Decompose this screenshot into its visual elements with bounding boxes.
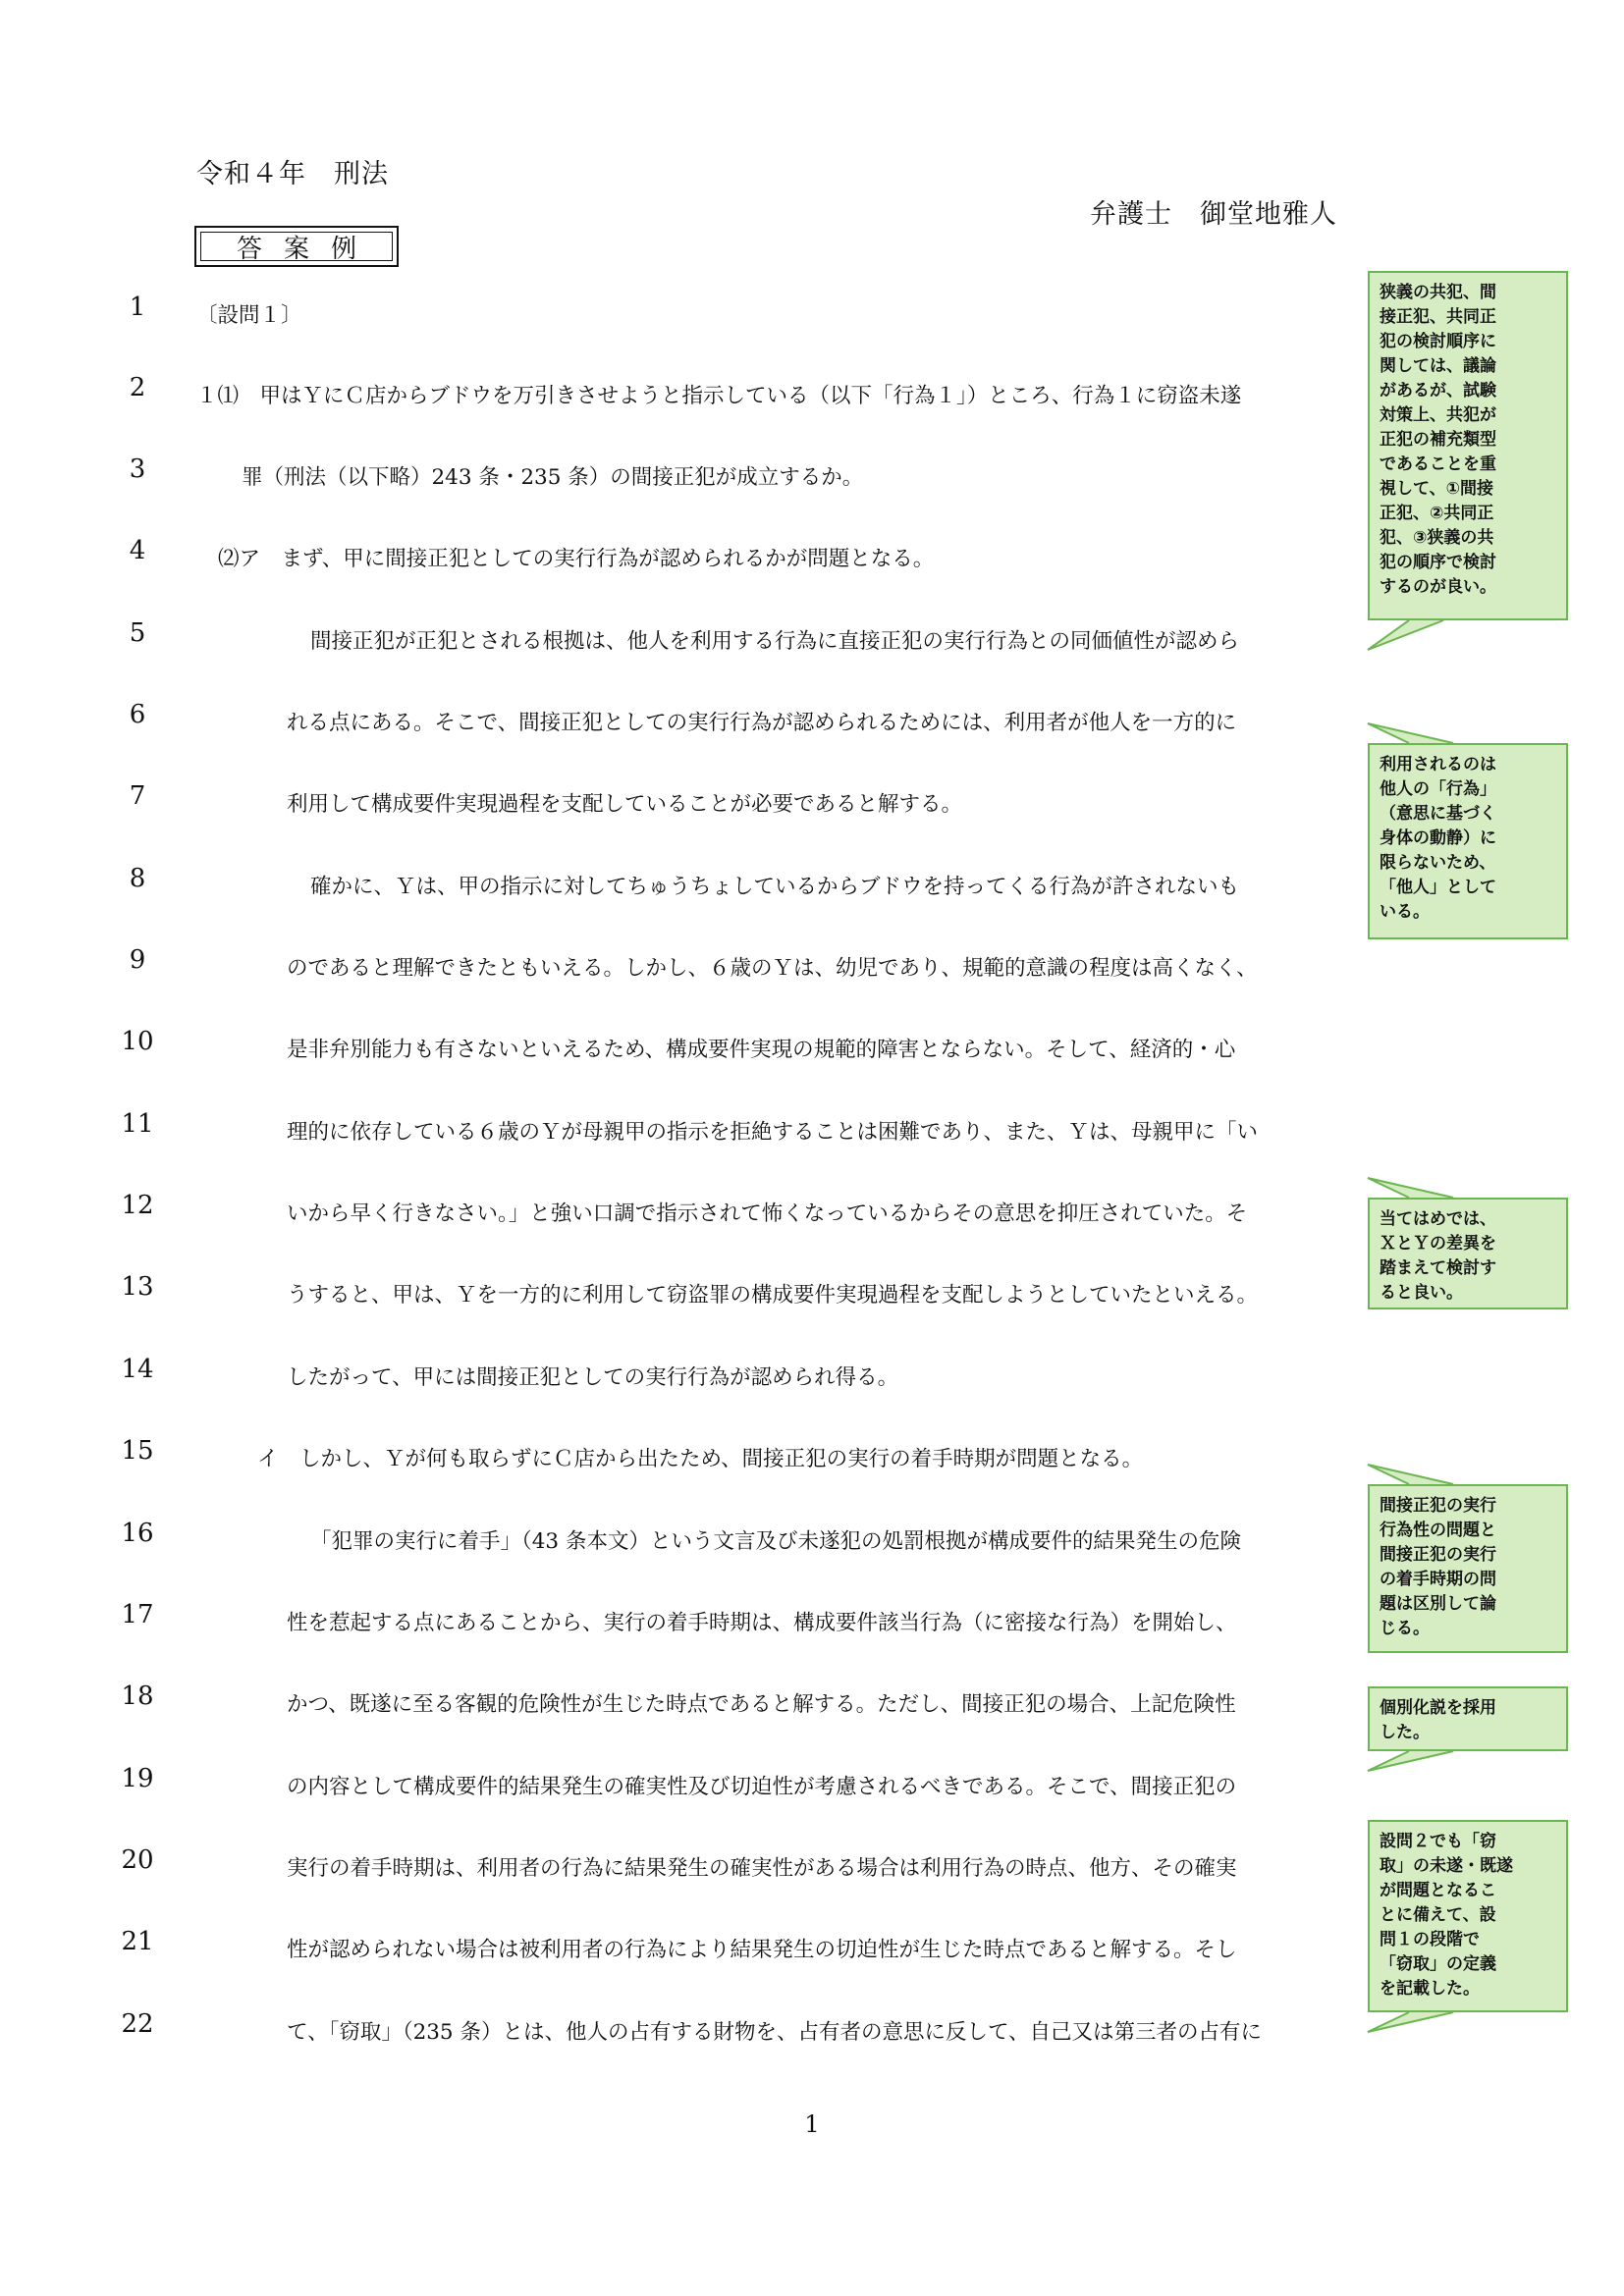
margin-note-line: 当てはめでは、	[1380, 1209, 1496, 1229]
margin-note-line: があるが、試験	[1380, 381, 1496, 400]
line-number: 19	[121, 1764, 154, 1793]
margin-note	[1368, 271, 1568, 620]
line-text: 〔設問１〕	[196, 303, 302, 328]
margin-note	[1368, 1198, 1568, 1309]
line-number: 17	[121, 1600, 154, 1629]
line-number: 18	[121, 1682, 154, 1711]
author-name: 弁護士 御堂地雅人	[1090, 199, 1337, 230]
line-number: 1	[129, 293, 146, 322]
line-number: 12	[121, 1191, 154, 1220]
margin-note-line: を記載した。	[1380, 1979, 1480, 1999]
line-number: 2	[129, 373, 146, 402]
line-text: の内容として構成要件的結果発生の確実性及び切迫性が考慮されるべきである。そこで、間接正犯の	[287, 1775, 1237, 1799]
line-text: 確かに、Ｙは、甲の指示に対してちゅうちょしているからブドウを持ってくる行為が許されないも	[310, 875, 1240, 899]
line-text: 性を惹起する点にあることから、実行の着手時期は、構成要件該当行為（に密接な行為）を開始し、	[287, 1611, 1237, 1635]
line-text: 罪（刑法（以下略）243 条・235 条）の間接正犯が成立するか。	[242, 465, 864, 490]
margin-note-line: じる。	[1380, 1619, 1430, 1638]
margin-note	[1368, 743, 1568, 939]
margin-note-line: とに備えて、設	[1380, 1905, 1496, 1925]
line-number: 16	[121, 1519, 154, 1548]
line-number: 13	[121, 1272, 154, 1302]
margin-note-line: 行為性の問題と	[1380, 1521, 1496, 1540]
margin-note-line: 接正犯、共同正	[1380, 307, 1496, 327]
margin-note-line: した。	[1380, 1723, 1430, 1742]
margin-note-line: 関しては、議論	[1380, 356, 1496, 376]
margin-note-line: 問１の段階で	[1380, 1930, 1480, 1949]
line-number: 5	[129, 618, 146, 648]
line-number: 4	[129, 536, 146, 565]
margin-note-line: （意思に基づく	[1380, 804, 1496, 824]
line-number: 3	[129, 454, 146, 484]
margin-note-line: が問題となるこ	[1380, 1881, 1496, 1900]
line-number: 15	[121, 1436, 154, 1466]
margin-note	[1368, 1686, 1568, 1751]
margin-note-line: するのが良い。	[1380, 577, 1496, 597]
margin-note-line: 個別化説を採用	[1380, 1698, 1496, 1718]
line-number: 9	[129, 945, 146, 975]
line-number: 11	[121, 1109, 154, 1139]
line-number: 22	[121, 2009, 154, 2039]
margin-note-line: ると良い。	[1380, 1283, 1463, 1303]
margin-note-line: 正犯、②共同正	[1380, 504, 1494, 523]
margin-note-line: であることを重	[1380, 454, 1496, 474]
margin-note-line: 設問２でも「窃	[1380, 1832, 1496, 1851]
margin-note-line: 限らないため、	[1380, 853, 1496, 873]
margin-note	[1368, 1820, 1568, 2012]
margin-note-line: 「窃取」の定義	[1380, 1954, 1496, 1974]
line-text: うすると、甲は、Ｙを一方的に利用して窃盗罪の構成要件実現過程を支配しようとしていたといえる。	[287, 1283, 1259, 1308]
margin-note-line: 視して、①間接	[1380, 479, 1494, 499]
line-number: 7	[129, 781, 146, 811]
line-number: 8	[129, 864, 146, 893]
margin-note-line: 間接正犯の実行	[1380, 1496, 1496, 1516]
margin-note-line: 「他人」として	[1380, 878, 1496, 897]
line-text: 実行の着手時期は、利用者の行為に結果発生の確実性がある場合は利用行為の時点、他方、その確実	[287, 1856, 1237, 1881]
line-text: イ しかし、Ｙが何も取らずにＣ店から出たため、間接正犯の実行の着手時期が問題となる。	[257, 1447, 1144, 1471]
line-number: 14	[121, 1355, 154, 1384]
note-tail	[1368, 1751, 1453, 1771]
page-number: 1	[804, 2110, 820, 2138]
note-tail	[1368, 620, 1443, 650]
line-number: 10	[121, 1027, 154, 1056]
note-tail	[1368, 2012, 1453, 2032]
answer-example-label: 答案例	[200, 232, 393, 261]
margin-note-line: 対策上、共犯が	[1380, 405, 1496, 425]
margin-note-line: 犯の検討順序に	[1380, 332, 1496, 351]
margin-note-line: いる。	[1380, 902, 1430, 922]
line-text: 間接正犯が正犯とされる根拠は、他人を利用する行為に直接正犯の実行行為との同価値性が認めら	[310, 629, 1240, 654]
line-text: いから早く行きなさい。」と強い口調で指示されて怖くなっているからその意思を抑圧されていた。そ	[287, 1201, 1248, 1226]
document-title: 令和４年 刑法	[196, 159, 389, 189]
margin-note-line: の着手時期の問	[1380, 1570, 1496, 1589]
margin-note-line: 犯の順序で検討	[1380, 553, 1496, 572]
line-text: ⑵ア まず、甲に間接正犯としての実行行為が認められるかが問題となる。	[218, 547, 935, 571]
line-text: れる点にある。そこで、間接正犯としての実行行為が認められるためには、利用者が他人を一方的に	[287, 711, 1237, 735]
margin-note-line: 間接正犯の実行	[1380, 1545, 1496, 1565]
line-number: 21	[121, 1927, 154, 1956]
margin-note	[1368, 1484, 1568, 1653]
margin-note-line: 取」の未遂・既遂	[1380, 1856, 1513, 1876]
line-text: 「犯罪の実行に着手」（43 条本文）という文言及び未遂犯の処罰根拠が構成要件的結果発生の危険	[310, 1529, 1241, 1554]
margin-note-line: ＸとＹの差異を	[1380, 1234, 1496, 1254]
line-number: 6	[129, 700, 146, 729]
line-text: 性が認められない場合は被利用者の行為により結果発生の切迫性が生じた時点であると解する。そし	[287, 1938, 1237, 1962]
line-text: したがって、甲には間接正犯としての実行行為が認められ得る。	[287, 1365, 899, 1390]
line-text: のであると理解できたともいえる。しかし、６歳のＹは、幼児であり、規範的意識の程度は高くなく、	[287, 956, 1258, 981]
line-text: て、「窃取」（235 条）とは、他人の占有する財物を、占有者の意思に反して、自己又は第三者の占有に	[287, 2020, 1263, 2045]
margin-note-line: 題は区別して論	[1380, 1594, 1496, 1614]
line-number: 20	[121, 1845, 154, 1875]
note-tail	[1368, 1465, 1453, 1484]
margin-note-line: 狭義の共犯、間	[1380, 283, 1496, 302]
line-text: １⑴ 甲はＹにＣ店からブドウを万引きさせようと指示している（以下「行為１」）ところ、行為１に窃盗未遂	[196, 384, 1242, 408]
line-text: 利用して構成要件実現過程を支配していることが必要であると解する。	[287, 792, 963, 817]
margin-note-line: 他人の「行為」	[1380, 779, 1496, 799]
margin-note-line: 踏まえて検討す	[1380, 1258, 1496, 1278]
note-tail	[1368, 1178, 1453, 1198]
margin-note-line: 犯、③狭義の共	[1380, 528, 1494, 548]
line-text: 是非弁別能力も有さないといえるため、構成要件実現の規範的障害とならない。そして、経済的・心	[287, 1038, 1236, 1062]
line-text: かつ、既遂に至る客観的危険性が生じた時点であると解する。ただし、間接正犯の場合、上記危険性	[287, 1692, 1236, 1717]
note-tail	[1368, 723, 1453, 743]
margin-note-line: 正犯の補充類型	[1380, 430, 1496, 450]
line-text: 理的に依存している６歳のＹが母親甲の指示を拒絶することは困難であり、また、Ｙは、母親甲に「い	[287, 1120, 1259, 1145]
margin-note-line: 利用されるのは	[1380, 755, 1496, 774]
margin-note-line: 身体の動静）に	[1380, 828, 1496, 848]
